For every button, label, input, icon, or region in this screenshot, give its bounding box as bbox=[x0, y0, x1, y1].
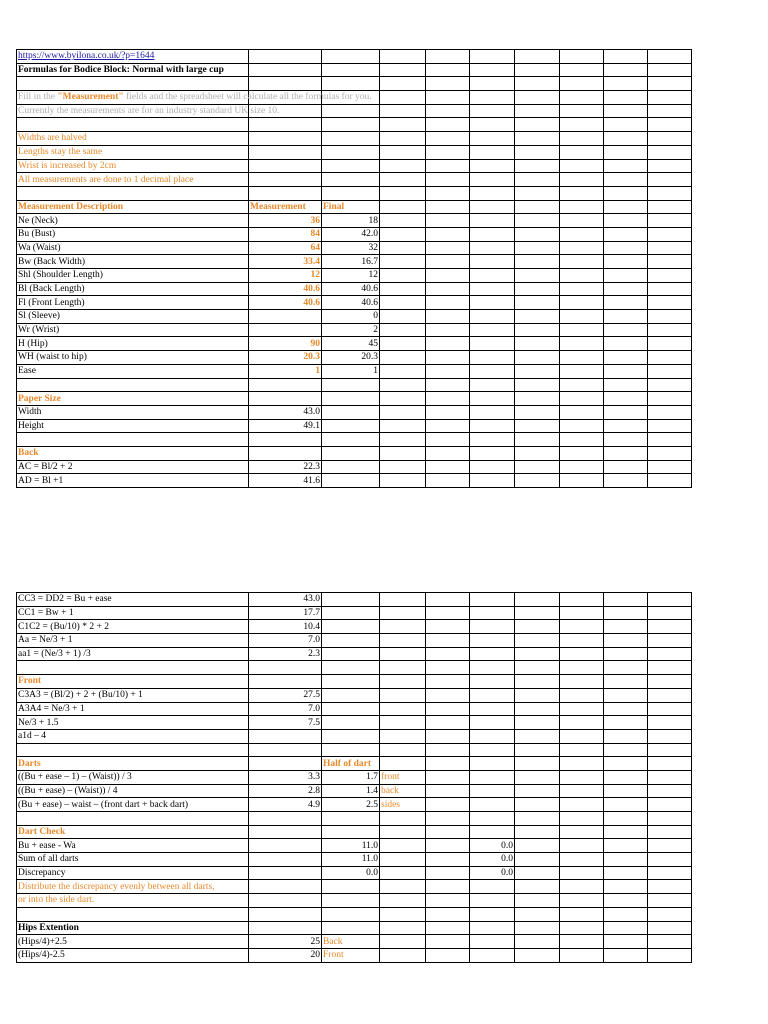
final-value: 16.7 bbox=[322, 255, 380, 269]
check-label: Sum of all darts bbox=[17, 853, 249, 867]
table-row bbox=[17, 364, 692, 378]
table-row bbox=[17, 419, 692, 433]
half-dart-value: 1.4 bbox=[322, 784, 380, 798]
title-row bbox=[17, 63, 692, 77]
formula-value: 27.5 bbox=[249, 688, 322, 702]
sheet-title: Formulas for Bodice Block: Normal with large cup bbox=[17, 63, 249, 77]
final-value: 1 bbox=[322, 364, 380, 378]
table-row bbox=[17, 935, 692, 949]
paper-height-label: Height bbox=[17, 419, 249, 433]
section-header-row bbox=[17, 446, 692, 460]
measurement-label: Bu (Bust) bbox=[17, 227, 249, 241]
dart-tag: front bbox=[380, 770, 426, 784]
final-value: 12 bbox=[322, 269, 380, 283]
table-row bbox=[17, 647, 692, 661]
note: Widths are halved bbox=[17, 132, 249, 146]
table-row bbox=[17, 770, 692, 784]
dart-value: 2.8 bbox=[249, 784, 322, 798]
source-link[interactable]: https://www.byilona.co.uk/?p=1644 bbox=[17, 50, 249, 64]
measurement-label: Ne (Neck) bbox=[17, 214, 249, 228]
measurement-label: Shl (Shoulder Length) bbox=[17, 269, 249, 283]
instructions-row-2 bbox=[17, 104, 692, 118]
instructions-text: Fill in the "Measurement" fields and the spreadsheet will calculate all the formulas for you. bbox=[18, 92, 372, 103]
formula-label: A3A4 = Ne/3 + 1 bbox=[17, 702, 249, 716]
note: Lengths stay the same bbox=[17, 145, 249, 159]
formula-label: CC3 = DD2 = Bu + ease bbox=[17, 593, 249, 607]
hips-value: 25 bbox=[249, 935, 322, 949]
final-value: 42.0 bbox=[322, 227, 380, 241]
measurement-input[interactable]: 1 bbox=[249, 364, 322, 378]
hips-value: 20 bbox=[249, 948, 322, 962]
check-label: Bu + ease - Wa bbox=[17, 839, 249, 853]
table-row bbox=[17, 227, 692, 241]
half-of-dart-header: Half of dart bbox=[322, 757, 380, 771]
table-row bbox=[17, 702, 692, 716]
paper-height-value: 49.1 bbox=[249, 419, 322, 433]
formula-value: 7.0 bbox=[249, 702, 322, 716]
table-row bbox=[17, 866, 692, 880]
measurement-input[interactable]: 90 bbox=[249, 337, 322, 351]
table-row bbox=[17, 296, 692, 310]
dart-formula-label: (Bu + ease) – waist – (front dart + back dart) bbox=[17, 798, 249, 812]
darts-header: Darts bbox=[17, 757, 249, 771]
final-value: 2 bbox=[322, 323, 380, 337]
dart-formula-label: ((Bu + ease) – (Waist)) / 4 bbox=[17, 784, 249, 798]
section-header-row bbox=[17, 825, 692, 839]
table-row bbox=[17, 337, 692, 351]
measurement-input[interactable]: 12 bbox=[249, 269, 322, 283]
front-header: Front bbox=[17, 675, 249, 689]
measurement-label: Fl (Front Length) bbox=[17, 296, 249, 310]
formula-value: 22.3 bbox=[249, 460, 322, 474]
instructions-text-2: Currently the measurements are for an industry standard UK size 10. bbox=[18, 106, 280, 117]
final-value: 40.6 bbox=[322, 296, 380, 310]
hips-tag: Front bbox=[322, 948, 380, 962]
section-header-row bbox=[17, 675, 692, 689]
col-final-header: Final bbox=[322, 200, 380, 214]
formula-value: 7.5 bbox=[249, 716, 322, 730]
formula-label: Aa = Ne/3 + 1 bbox=[17, 634, 249, 648]
formula-value: 41.6 bbox=[249, 474, 322, 488]
measurement-input[interactable]: 64 bbox=[249, 241, 322, 255]
paper-width-label: Width bbox=[17, 405, 249, 419]
table-row bbox=[17, 241, 692, 255]
formula-label: AD = Bl +1 bbox=[17, 474, 249, 488]
measurement-label: Sl (Sleeve) bbox=[17, 310, 249, 324]
check-value: 11.0 bbox=[322, 839, 380, 853]
dart-check-header: Dart Check bbox=[17, 825, 249, 839]
table-row bbox=[17, 784, 692, 798]
table-row bbox=[17, 323, 692, 337]
formula-label: aa1 = (Ne/3 + 1) /3 bbox=[17, 647, 249, 661]
check-label: Discrepancy bbox=[17, 866, 249, 880]
check-extra: 0.0 bbox=[470, 839, 515, 853]
formula-value: 2.3 bbox=[249, 647, 322, 661]
formula-value bbox=[249, 729, 322, 743]
link-row bbox=[17, 50, 692, 64]
measurement-input[interactable]: 40.6 bbox=[249, 296, 322, 310]
table-row bbox=[17, 620, 692, 634]
table-row bbox=[17, 282, 692, 296]
section-header-row bbox=[17, 757, 692, 771]
table-row bbox=[17, 606, 692, 620]
check-value: 11.0 bbox=[322, 853, 380, 867]
hips-tag: Back bbox=[322, 935, 380, 949]
measurement-label: Ease bbox=[17, 364, 249, 378]
table-row bbox=[17, 853, 692, 867]
dart-tag: back bbox=[380, 784, 426, 798]
measurement-input[interactable]: 40.6 bbox=[249, 282, 322, 296]
measurement-input[interactable] bbox=[249, 323, 322, 337]
formula-value: 7.0 bbox=[249, 634, 322, 648]
final-value: 45 bbox=[322, 337, 380, 351]
measurement-input[interactable]: 36 bbox=[249, 214, 322, 228]
measurement-input[interactable]: 84 bbox=[249, 227, 322, 241]
section-header-row bbox=[17, 392, 692, 406]
formula-value: 17.7 bbox=[249, 606, 322, 620]
formula-label: C1C2 = (Bu/10) * 2 + 2 bbox=[17, 620, 249, 634]
note: Wrist is increased by 2cm bbox=[17, 159, 249, 173]
paper-width-value: 43.0 bbox=[249, 405, 322, 419]
dart-check-note: or into the side dart. bbox=[17, 894, 249, 908]
table-row bbox=[17, 688, 692, 702]
table-row bbox=[17, 269, 692, 283]
table-row bbox=[17, 839, 692, 853]
formula-label: AC = Bl/2 + 2 bbox=[17, 460, 249, 474]
measurement-label: Bw (Back Width) bbox=[17, 255, 249, 269]
dart-formula-label: ((Bu + ease – 1) – (Waist)) / 3 bbox=[17, 770, 249, 784]
table-row bbox=[17, 460, 692, 474]
hips-formula-label: (Hips/4)+2.5 bbox=[17, 935, 249, 949]
table-row bbox=[17, 798, 692, 812]
measurement-input[interactable]: 33.4 bbox=[249, 255, 322, 269]
dart-value: 3.3 bbox=[249, 770, 322, 784]
table-row bbox=[17, 214, 692, 228]
final-value: 40.6 bbox=[322, 282, 380, 296]
check-value: 0.0 bbox=[322, 866, 380, 880]
paper-size-header: Paper Size bbox=[17, 392, 249, 406]
final-value: 20.3 bbox=[322, 351, 380, 365]
table-row bbox=[17, 351, 692, 365]
measurement-label: Wr (Wrist) bbox=[17, 323, 249, 337]
table-row bbox=[17, 474, 692, 488]
hips-header: Hips Extention bbox=[17, 921, 249, 935]
hips-formula-label: (Hips/4)-2.5 bbox=[17, 948, 249, 962]
half-dart-value: 2.5 bbox=[322, 798, 380, 812]
dart-tag: sides bbox=[380, 798, 426, 812]
table-row bbox=[17, 255, 692, 269]
measurement-label: Wa (Waist) bbox=[17, 241, 249, 255]
table-row bbox=[17, 729, 692, 743]
formula-label: C3A3 = (Bl/2) + 2 + (Bu/10) + 1 bbox=[17, 688, 249, 702]
formula-label: CC1 = Bw + 1 bbox=[17, 606, 249, 620]
dart-value: 4.9 bbox=[249, 798, 322, 812]
measurement-input[interactable] bbox=[249, 310, 322, 324]
section-header-row bbox=[17, 921, 692, 935]
measurement-input[interactable]: 20.3 bbox=[249, 351, 322, 365]
col-measurement-header: Measurement bbox=[249, 200, 322, 214]
instructions-row bbox=[17, 91, 692, 105]
formula-value: 10.4 bbox=[249, 620, 322, 634]
spreadsheet-page-2 bbox=[16, 592, 692, 963]
final-value: 18 bbox=[322, 214, 380, 228]
check-extra: 0.0 bbox=[470, 866, 515, 880]
measurement-label: Bl (Back Length) bbox=[17, 282, 249, 296]
table-row bbox=[17, 948, 692, 962]
formula-value: 43.0 bbox=[249, 593, 322, 607]
measurement-header-row bbox=[17, 200, 692, 214]
back-header: Back bbox=[17, 446, 249, 460]
measurement-label: WH (waist to hip) bbox=[17, 351, 249, 365]
table-row bbox=[17, 593, 692, 607]
half-dart-value: 1.7 bbox=[322, 770, 380, 784]
instructions-emphasis: "Measurement" bbox=[57, 92, 124, 103]
check-extra: 0.0 bbox=[470, 853, 515, 867]
spreadsheet-page-1 bbox=[16, 49, 692, 488]
formula-label: a1d – 4 bbox=[17, 729, 249, 743]
col-description-header: Measurement Description bbox=[17, 200, 249, 214]
dart-check-note: Distribute the discrepancy evenly between all darts, bbox=[17, 880, 249, 894]
note: All measurements are done to 1 decimal place bbox=[17, 173, 249, 187]
final-value: 32 bbox=[322, 241, 380, 255]
formula-label: Ne/3 + 1.5 bbox=[17, 716, 249, 730]
table-row bbox=[17, 405, 692, 419]
table-row bbox=[17, 310, 692, 324]
measurement-label: H (Hip) bbox=[17, 337, 249, 351]
table-row bbox=[17, 634, 692, 648]
final-value: 0 bbox=[322, 310, 380, 324]
table-row bbox=[17, 716, 692, 730]
